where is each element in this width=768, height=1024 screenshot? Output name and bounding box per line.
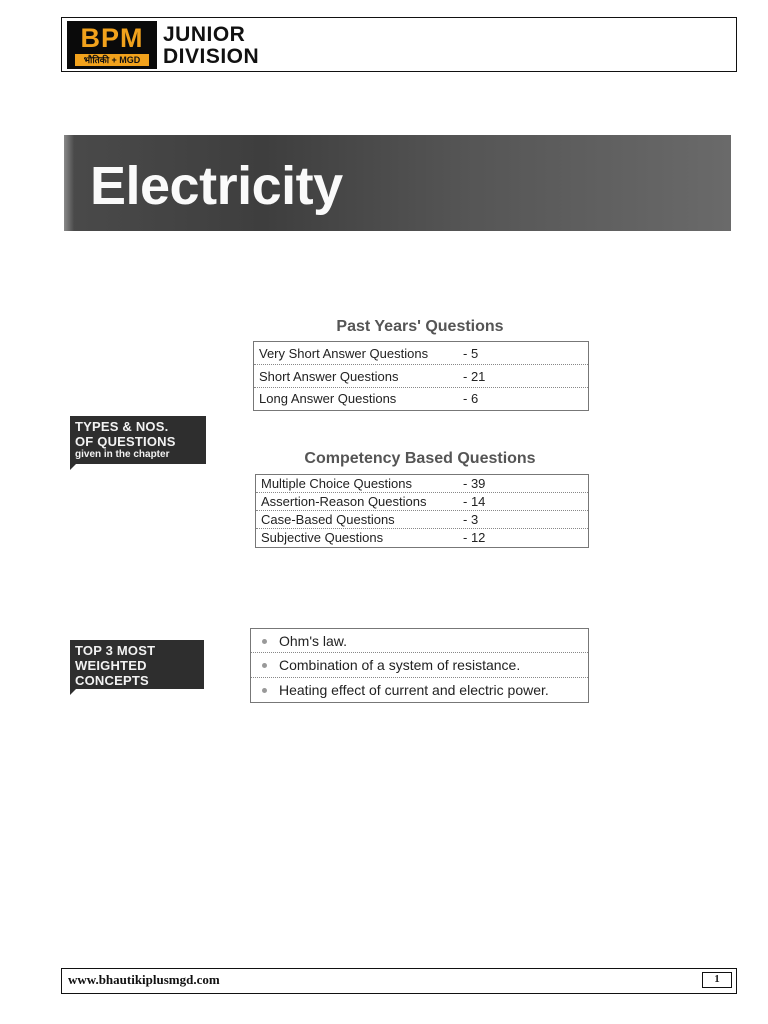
weighted-concepts-tag: [70, 640, 204, 689]
row-label: Long Answer Questions: [259, 391, 397, 406]
page-footer: [61, 968, 737, 994]
bullet-icon: [262, 639, 267, 644]
concept-text: Heating effect of current and electric power.: [279, 681, 549, 698]
concept-text: Combination of a system of resistance.: [279, 657, 521, 674]
row-label: Short Answer Questions: [259, 369, 399, 384]
chapter-banner: [64, 135, 731, 231]
list-item: [251, 629, 588, 653]
logo-sub-text: भौतिकी + MGD: [75, 54, 149, 66]
logo-main-text: BPM: [80, 23, 144, 53]
past-years-table: [253, 341, 589, 411]
tag-line-3: given in the chapter: [75, 449, 170, 460]
division-line-1: JUNIOR: [163, 23, 246, 46]
tag-line-1: TYPES & NOS.: [75, 419, 169, 434]
row-count: - 14: [463, 494, 486, 509]
row-count: - 21: [463, 369, 486, 384]
table-row: [254, 388, 588, 410]
past-years-heading: Past Years' Questions: [336, 318, 504, 335]
chapter-title: Electricity: [90, 156, 343, 216]
division-line-2: DIVISION: [163, 45, 260, 68]
tag-line-3: CONCEPTS: [75, 673, 149, 688]
division-label: [157, 21, 275, 69]
table-row: [254, 342, 588, 365]
page-number: 1: [702, 972, 732, 988]
logo-badge: [67, 21, 157, 69]
concepts-list: [250, 628, 589, 703]
row-label: Subjective Questions: [261, 530, 384, 545]
bpm-logo: [67, 21, 275, 69]
row-label: Assertion-Reason Questions: [261, 494, 427, 509]
concept-text: Ohm's law.: [279, 633, 348, 649]
row-count: - 39: [463, 476, 486, 491]
tag-line-2: OF QUESTIONS: [75, 434, 176, 449]
banner-edge: [64, 135, 74, 231]
row-label: Case-Based Questions: [261, 512, 395, 527]
competency-heading: Competency Based Questions: [304, 450, 536, 467]
table-row: [256, 511, 588, 529]
tag-line-2: WEIGHTED: [75, 658, 147, 673]
types-questions-tag: [70, 416, 206, 464]
row-count: - 3: [463, 512, 479, 527]
table-row: [256, 493, 588, 511]
row-count: - 5: [463, 346, 479, 361]
row-label: Multiple Choice Questions: [261, 476, 413, 491]
table-row: [256, 529, 588, 547]
row-count: - 12: [463, 530, 486, 545]
row-label: Very Short Answer Questions: [259, 346, 429, 361]
competency-table: [255, 474, 589, 548]
page-header: [61, 17, 737, 72]
tag-line-1: TOP 3 MOST: [75, 643, 156, 658]
list-item: [251, 653, 588, 677]
bullet-icon: [262, 688, 267, 693]
table-row: [254, 365, 588, 388]
bullet-icon: [262, 663, 267, 668]
footer-url[interactable]: www.bhautikiplusmgd.com: [68, 972, 220, 987]
table-row: [256, 475, 588, 493]
row-count: - 6: [463, 391, 479, 406]
list-item: [251, 678, 588, 702]
